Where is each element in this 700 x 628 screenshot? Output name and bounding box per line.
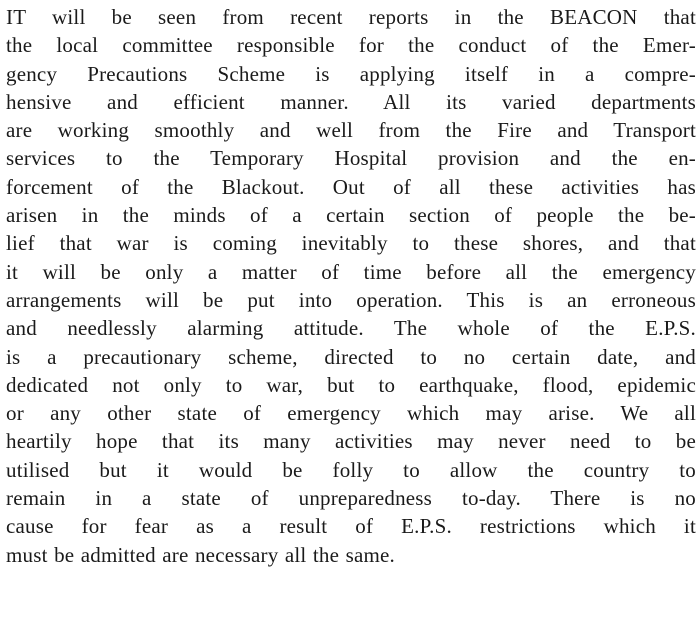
- article-line: heartily hope that its many activities may never need to be: [6, 429, 696, 454]
- article-line: cause for fear as a result of E.P.S. restrictions which it: [6, 514, 696, 539]
- article-line: dedicated not only to war, but to earthquake, flood, epidemic: [6, 372, 696, 397]
- article-line: gency Precautions Scheme is applying itself in a compre-: [6, 61, 696, 86]
- article-line: it will be only a matter of time before all the emergency: [6, 259, 696, 284]
- article-line: is a precautionary scheme, directed to no certain date, and: [6, 344, 696, 369]
- article-line: or any other state of emergency which may arise. We all: [6, 401, 696, 426]
- article-line: remain in a state of unpreparedness to-day. There is no: [6, 486, 696, 511]
- article-body: [6, 3, 696, 569]
- article-line: utilised but it would be folly to allow the country to: [6, 457, 696, 482]
- article-line: IT will be seen from recent reports in the BEACON that: [6, 5, 696, 29]
- article-line: lief that war is coming inevitably to these shores, and that: [6, 231, 696, 256]
- article-line-last: must be admitted are necessary all the same.: [6, 542, 395, 567]
- article-line: and needlessly alarming attitude. The whole of the E.P.S.: [6, 316, 696, 341]
- article-line: are working smoothly and well from the Fire and Transport: [6, 118, 696, 143]
- article-line: forcement of the Blackout. Out of all these activities has: [6, 174, 696, 199]
- article-line: services to the Temporary Hospital provision and the en-: [6, 146, 696, 171]
- article-line: arrangements will be put into operation. This is an erroneous: [6, 287, 696, 312]
- article-line: arisen in the minds of a certain section of people the be-: [6, 203, 696, 228]
- article-line: the local committee responsible for the conduct of the Emer-: [6, 33, 696, 58]
- article-line: hensive and efficient manner. All its varied departments: [6, 89, 696, 114]
